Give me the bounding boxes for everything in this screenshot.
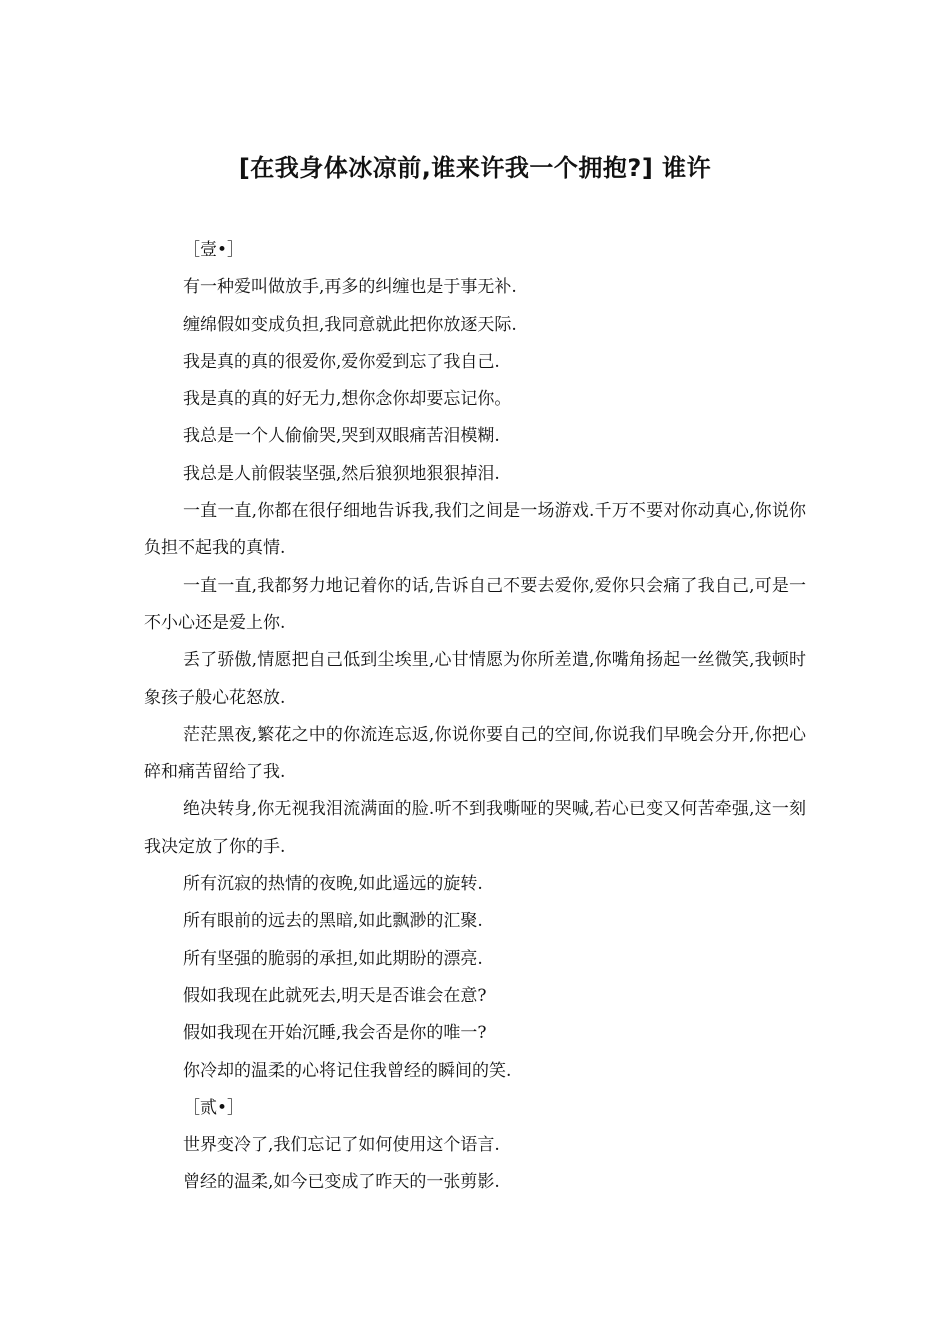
paragraph: 有一种爱叫做放手,再多的纠缠也是于事无补. <box>183 277 517 298</box>
paragraph: 所有沉寂的热情的夜晚,如此遥远的旋转. <box>183 874 483 895</box>
document-title: [在我身体冰凉前,谁来许我一个拥抱?] 谁许 <box>238 154 712 182</box>
paragraph: 丢了骄傲,情愿把自己低到尘埃里,心甘情愿为你所差遣,你嘴角扬起一丝微笑,我顿时象孩子般心花怒放. <box>144 650 806 708</box>
paragraph: 我是真的真的很爱你,爱你爱到忘了我自己. <box>183 351 500 372</box>
paragraph: 所有坚强的脆弱的承担,如此期盼的漂亮. <box>183 948 483 969</box>
section-heading-1: ［壹•］ <box>183 240 245 260</box>
paragraph: 一直一直,你都在很仔细地告诉我,我们之间是一场游戏.千万不要对你动真心,你说你负担不起我的真情. <box>144 501 806 559</box>
paragraph: 我总是人前假装坚强,然后狼狈地狠狠掉泪. <box>183 463 500 484</box>
section-heading-2: ［贰•］ <box>183 1097 245 1118</box>
paragraph: 一直一直,我都努力地记着你的话,告诉自己不要去爱你,爱你只会痛了我自己,可是一不小心还是爱上你. <box>144 575 806 633</box>
paragraph: 假如我现在此就死去,明天是否谁会在意? <box>183 985 487 1006</box>
paragraph: 绝决转身,你无视我泪流满面的脸.听不到我嘶哑的哭喊,若心已变又何苦牵强,这一刻我决定放了你的手. <box>144 799 806 857</box>
paragraph: 缠绵假如变成负担,我同意就此把你放逐天际. <box>183 314 517 335</box>
paragraph: 我是真的真的好无力,想你念你却要忘记你。 <box>183 389 512 410</box>
paragraph: 假如我现在开始沉睡,我会否是你的唯一? <box>183 1023 487 1044</box>
paragraph: 曾经的温柔,如今已变成了昨天的一张剪影. <box>183 1172 500 1193</box>
document-body <box>144 232 806 1202</box>
paragraph: 我总是一个人偷偷哭,哭到双眼痛苦泪模糊. <box>183 426 500 447</box>
paragraph: 你冷却的温柔的心将记住我曾经的瞬间的笑. <box>183 1060 512 1081</box>
paragraph: 所有眼前的远去的黑暗,如此飘渺的汇聚. <box>183 911 483 932</box>
paragraph: 茫茫黑夜,繁花之中的你流连忘返,你说你要自己的空间,你说我们早晚会分开,你把心碎和痛苦留给了我. <box>144 724 806 783</box>
paragraph: 世界变冷了,我们忘记了如何使用这个语言. <box>183 1135 500 1156</box>
